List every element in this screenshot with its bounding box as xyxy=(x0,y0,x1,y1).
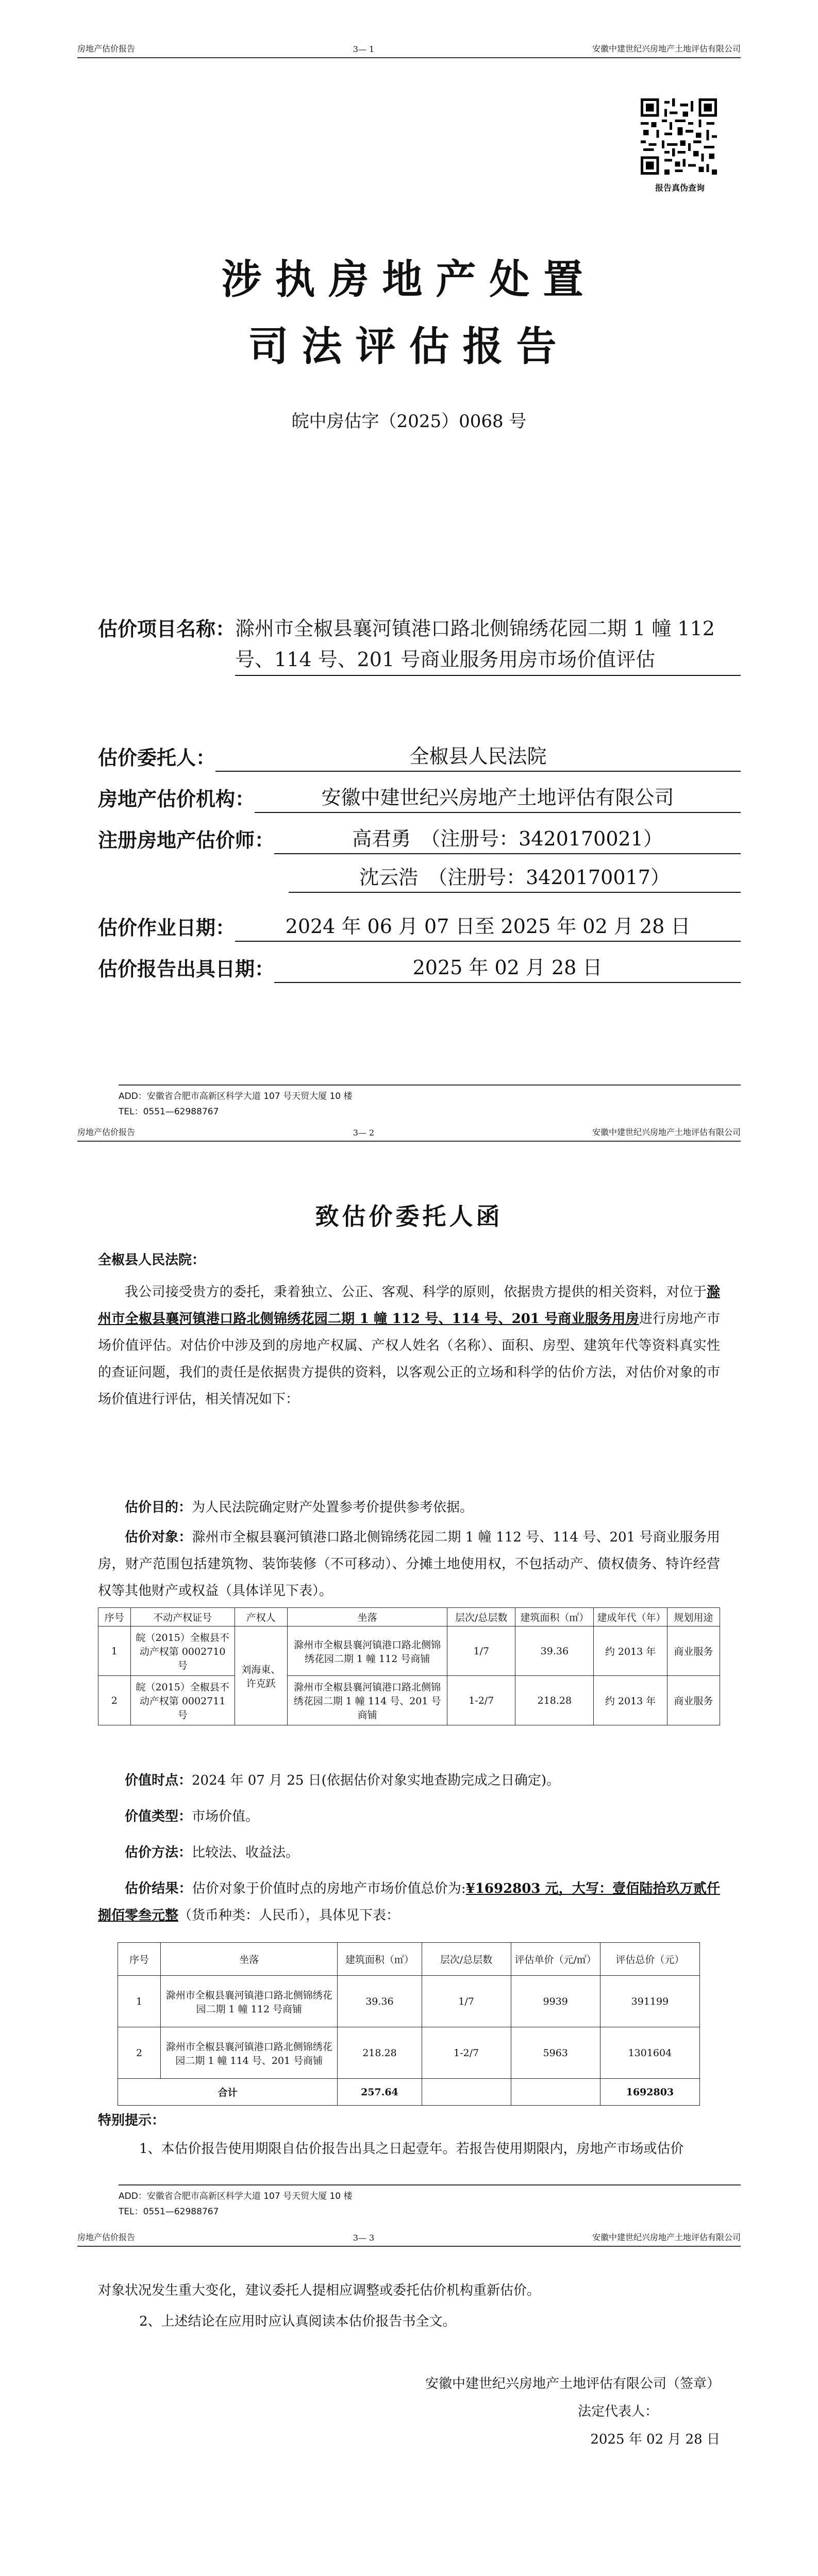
special-notes-label: 特别提示： xyxy=(98,2113,165,2128)
table-cell: 1-2/7 xyxy=(422,2027,511,2079)
table-header: 产权人 xyxy=(235,1608,287,1626)
object-label: 估价对象： xyxy=(125,1530,192,1545)
table-cell: 1301604 xyxy=(600,2027,699,2079)
result-total: ¥1692803 元，大写：壹佰陆拾玖万贰仟捌佰零叁元整 xyxy=(98,1881,720,1923)
special-note-1b: 对象状况发生重大变化，建议委托人提相应调整或委托估价机构重新估价。 xyxy=(98,2283,541,2298)
letter-p1-text: 我公司接受贵方的委托，秉着独立、公正、客观、科学的原则，依据贵方提供的相关资料，对位于 xyxy=(125,1284,707,1300)
table-cell: 1 xyxy=(118,1976,161,2027)
table-header: 规划用途 xyxy=(667,1608,720,1626)
value-type-label: 价值类型： xyxy=(125,1809,192,1824)
table-header-row xyxy=(98,1608,720,1626)
table-cell: 1-2/7 xyxy=(447,1676,515,1725)
report-title-line2: 司法评估报告 xyxy=(248,323,570,370)
client-value: 全椒县人民法院 xyxy=(215,742,741,772)
object-value: 滁州市全椒县襄河镇港口路北侧锦绣花园二期 1 幢 112 号、114 号、201 号商业服务用房，财产范围包括建筑物、装饰装修（不可移动）、分摊土地使用权，不包括动产、债权债务、特许经营权等其他财产或权益（具体详见下表）。 xyxy=(98,1530,720,1599)
header-company: 安徽中建世纪兴房地产土地评估有限公司 xyxy=(592,2232,741,2242)
appraiser-2: 沈云浩 （注册号：3420170017） xyxy=(289,863,741,893)
appraiser-1: 高君勇 （注册号：3420170021） xyxy=(274,824,741,854)
table-cell: 1 xyxy=(98,1626,131,1676)
table-cell: 391199 xyxy=(600,1976,699,2027)
table-cell: 5963 xyxy=(511,2027,600,2079)
footer-address: ADD：安徽省合肥市高新区科学大道 107 号天贸大厦 10 楼 xyxy=(119,2191,353,2201)
table-header: 评估总价（元） xyxy=(600,1943,699,1976)
agency-value: 安徽中建世纪兴房地产土地评估有限公司 xyxy=(255,783,741,813)
header-company: 安徽中建世纪兴房地产土地评估有限公司 xyxy=(592,1127,741,1137)
result-tail: （货币种类：人民币），具体见下表： xyxy=(178,1908,400,1923)
signature-block xyxy=(425,2370,720,2453)
table-cell: 滁州市全椒县襄河镇港口路北侧锦绣花园二期 1 幢 114 号、201 号商铺 xyxy=(161,2027,338,2079)
value-type-value: 市场价值。 xyxy=(192,1809,259,1824)
purpose-value: 为人民法院确定财产处置参考价提供参考依据。 xyxy=(192,1500,474,1515)
table-cell: 1/7 xyxy=(422,1976,511,2027)
method-value: 比较法、收益法。 xyxy=(192,1845,299,1860)
appraiser-row xyxy=(98,824,741,854)
qr-code-icon[interactable] xyxy=(641,98,717,175)
project-name-value: 滁州市全椒县襄河镇港口路北侧锦绣花园二期 1 幢 112 号、114 号、201 号商业服务用房市场价值评估 xyxy=(235,613,741,676)
total-label: 合计 xyxy=(118,2079,338,2106)
table-total-row xyxy=(118,2079,700,2106)
table-cell-empty xyxy=(422,2079,511,2106)
letter-object xyxy=(98,1524,720,1604)
table-header: 不动产权证号 xyxy=(130,1608,235,1626)
work-date-row xyxy=(98,912,741,942)
issue-date-row xyxy=(98,953,741,983)
letter-p1-object: 滁州市全椒县襄河镇港口路北侧锦绣花园二期 1 幢 112 号、114 号、201 号商业服务用房 xyxy=(98,1284,720,1327)
table-header: 评估单价（元/㎡） xyxy=(511,1943,600,1976)
letter-paragraph-1 xyxy=(98,1279,720,1413)
header-page-number: 3— 3 xyxy=(353,2233,375,2243)
letter-purpose xyxy=(98,1494,720,1521)
letter-method xyxy=(98,1839,720,1866)
table-row xyxy=(118,1976,700,2027)
signature-representative: 法定代表人： xyxy=(577,2404,658,2419)
table-cell: 39.36 xyxy=(338,1976,422,2027)
header-report-type: 房地产估价报告 xyxy=(77,2232,136,2242)
total-area: 257.64 xyxy=(338,2079,422,2106)
footer-tel: TEL：0551—62988767 xyxy=(119,2207,219,2217)
issue-date-label: 估价报告出具日期： xyxy=(98,957,275,980)
special-note-1a: 1、本估价报告使用期限自估价报告出具之日起壹年。若报告使用期限内，房地产市场或估价 xyxy=(139,2141,684,2157)
table-row xyxy=(118,2027,700,2079)
work-date-value: 2024 年 06 月 07 日至 2025 年 02 月 28 日 xyxy=(235,912,741,942)
table-row xyxy=(98,1626,720,1676)
letter-value-date xyxy=(98,1767,720,1794)
letter-title: 致估价委托人函 xyxy=(315,1202,503,1230)
table-cell: 皖（2015）全椒县不动产权第 0002710 号 xyxy=(130,1626,235,1676)
qr-caption: 报告真伪查询 xyxy=(655,183,705,193)
table-header: 建筑面积（㎡） xyxy=(515,1608,594,1626)
agency-row xyxy=(98,783,741,813)
table-cell: 约 2013 年 xyxy=(594,1676,667,1725)
table-header: 坐落 xyxy=(288,1608,447,1626)
valuation-table xyxy=(118,1942,700,2106)
result-label: 估价结果： xyxy=(125,1881,192,1896)
result-lead: 估价对象于价值时点的房地产市场价值总价为: xyxy=(192,1881,466,1896)
page-header xyxy=(77,1126,741,1142)
purpose-label: 估价目的： xyxy=(125,1500,192,1515)
table-row xyxy=(98,1676,720,1725)
header-page-number: 3— 2 xyxy=(353,1128,375,1138)
table-cell: 滁州市全椒县襄河镇港口路北侧锦绣花园二期 1 幢 114 号、201 号商铺 xyxy=(288,1676,447,1725)
project-name-label: 估价项目名称： xyxy=(98,617,236,640)
letter-value-type xyxy=(98,1803,720,1830)
page-footer xyxy=(119,1084,741,1120)
table-header: 建筑面积（㎡） xyxy=(338,1943,422,1976)
table-cell: 218.28 xyxy=(515,1676,594,1725)
property-table xyxy=(98,1607,720,1725)
header-report-type: 房地产估价报告 xyxy=(77,1127,136,1137)
header-company: 安徽中建世纪兴房地产土地评估有限公司 xyxy=(592,44,741,54)
agency-label: 房地产估价机构： xyxy=(98,787,255,810)
work-date-label: 估价作业日期： xyxy=(98,916,236,939)
report-document-number: 皖中房估字（2025）0068 号 xyxy=(291,411,527,432)
table-header-row xyxy=(118,1943,700,1976)
table-header: 坐落 xyxy=(161,1943,338,1976)
table-header: 序号 xyxy=(118,1943,161,1976)
report-title-line1: 涉执房地产处置 xyxy=(221,256,597,303)
signature-company: 安徽中建世纪兴房地产土地评估有限公司（签章） xyxy=(425,2376,720,2392)
letter-salutation: 全椒县人民法院： xyxy=(98,1252,206,1268)
value-date-label: 价值时点： xyxy=(125,1773,192,1788)
page-footer xyxy=(119,2184,741,2219)
special-note-2: 2、上述结论在应用时应认真阅读本估价报告书全文。 xyxy=(139,2314,456,2329)
footer-tel: TEL：0551—62988767 xyxy=(119,1107,219,1117)
client-row xyxy=(98,742,741,772)
table-cell: 9939 xyxy=(511,1976,600,2027)
table-cell: 滁州市全椒县襄河镇港口路北侧锦绣花园二期 1 幢 112 号商铺 xyxy=(288,1626,447,1676)
value-date-value: 2024 年 07 月 25 日(依据估价对象实地查勘完成之日确定)。 xyxy=(192,1773,560,1788)
issue-date-value: 2025 年 02 月 28 日 xyxy=(274,953,741,983)
signature-date: 2025 年 02 月 28 日 xyxy=(590,2432,720,2447)
table-cell-owner: 刘海東、许克跃 xyxy=(235,1626,287,1725)
table-header: 建成年代（年） xyxy=(594,1608,667,1626)
appraiser-row-2 xyxy=(289,863,741,893)
method-label: 估价方法： xyxy=(125,1845,192,1860)
table-cell-empty xyxy=(511,2079,600,2106)
table-cell: 滁州市全椒县襄河镇港口路北侧锦绣花园二期 1 幢 112 号商铺 xyxy=(161,1976,338,2027)
table-cell: 商业服务 xyxy=(667,1676,720,1725)
table-cell: 218.28 xyxy=(338,2027,422,2079)
header-report-type: 房地产估价报告 xyxy=(77,44,136,54)
footer-address: ADD：安徽省合肥市高新区科学大道 107 号天贸大厦 10 楼 xyxy=(119,1091,353,1101)
table-header: 序号 xyxy=(98,1608,131,1626)
table-cell: 2 xyxy=(98,1676,131,1725)
table-cell: 商业服务 xyxy=(667,1626,720,1676)
letter-p1-tail: 进行房地产市场价值评估。对估价中涉及到的房地产权属、产权人姓名（名称）、面积、房型、建筑年代等资料真实性的查证问题，我们的责任是依据贵方提供的资料，以客观公正的立场和科学的估价方法，对估价对象的市场价值进行评估，相关情况如下： xyxy=(98,1311,720,1407)
table-header: 层次/总层数 xyxy=(422,1943,511,1976)
header-page-number: 3— 1 xyxy=(353,44,375,54)
table-header: 层次/总层数 xyxy=(447,1608,515,1626)
total-value: 1692803 xyxy=(600,2079,699,2106)
appraiser-label: 注册房地产估价师： xyxy=(98,828,275,852)
table-cell: 2 xyxy=(118,2027,161,2079)
page-header xyxy=(77,42,741,58)
client-label: 估价委托人： xyxy=(98,746,216,769)
table-cell: 约 2013 年 xyxy=(594,1626,667,1676)
page-header xyxy=(77,2231,741,2247)
table-cell: 皖（2015）全椒县不动产权第 0002711 号 xyxy=(130,1676,235,1725)
table-cell: 39.36 xyxy=(515,1626,594,1676)
table-cell: 1/7 xyxy=(447,1626,515,1676)
letter-result xyxy=(98,1875,720,1929)
project-name-row xyxy=(98,613,741,676)
